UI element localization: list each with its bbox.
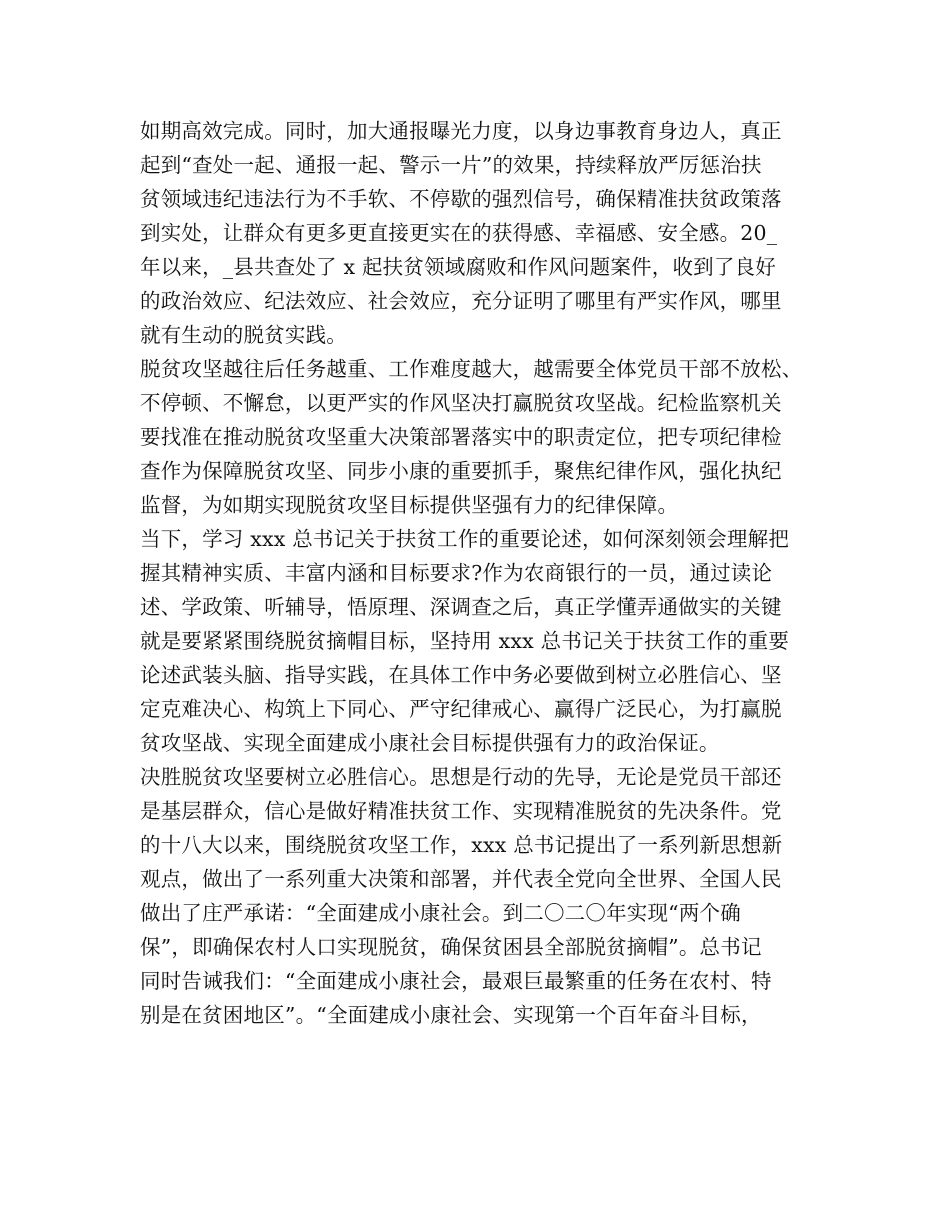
document-body <box>140 114 820 1032</box>
text-line: 如期高效完成。同时，加大通报曝光力度，以身边事教育身边人，真正 <box>140 119 782 143</box>
text-line: 述、学政策、听辅导，悟原理、深调查之后，真正学懂弄通做实的关键 <box>140 595 782 619</box>
text-line: 贫领域违纪违法行为不手软、不停歇的强烈信号，确保精准扶贫政策落 <box>140 187 782 211</box>
text-line: 起到“查处一起、通报一起、警示一片”的效果，持续释放严厉惩治扶 <box>140 153 762 177</box>
text-line: 的十八大以来，围绕脱贫攻坚工作，xxx 总书记提出了一系列新思想新 <box>140 833 783 857</box>
text-line: 的政治效应、纪法效应、社会效应，充分证明了哪里有严实作风，哪里 <box>140 289 782 313</box>
text-line: 贫攻坚战、实现全面建成小康社会目标提供强有力的政治保证。 <box>140 731 720 755</box>
text-line: 查作为保障脱贫攻坚、同步小康的重要抓手，聚焦纪律作风，强化执纪 <box>140 459 782 483</box>
text-line: 握其精神实质、丰富内涵和目标要求?作为农商银行的一员，通过读论 <box>140 561 773 585</box>
text-line: 监督，为如期实现脱贫攻坚目标提供坚强有力的纪律保障。 <box>140 493 679 517</box>
text-line: 定克难决心、构筑上下同心、严守纪律戒心、赢得广泛民心，为打赢脱 <box>140 697 782 721</box>
text-line: 观点，做出了一系列重大决策和部署，并代表全党向全世界、全国人民 <box>140 867 782 891</box>
text-line: 保”，即确保农村人口实现脱贫，确保贫困县全部脱贫摘帽”。总书记 <box>140 935 762 959</box>
text-line: 不停顿、不懈怠，以更严实的作风坚决打赢脱贫攻坚战。纪检监察机关 <box>140 391 782 415</box>
text-line: 做出了庄严承诺：“全面建成小康社会。到二〇二〇年实现“两个确 <box>140 901 741 925</box>
text-line: 同时告诫我们：“全面建成小康社会，最艰巨最繁重的任务在农村、特 <box>140 969 772 993</box>
text-line: 要找准在推动脱贫攻坚重大决策部署落实中的职责定位，把专项纪律检 <box>140 425 782 449</box>
text-line: 就是要紧紧围绕脱贫摘帽目标，坚持用 xxx 总书记关于扶贫工作的重要 <box>140 629 790 653</box>
text-line: 脱贫攻坚越往后任务越重、工作难度越大，越需要全体党员干部不放松、 <box>140 357 803 381</box>
text-line: 当下，学习 xxx 总书记关于扶贫工作的重要论述，如何深刻领会理解把 <box>140 527 790 551</box>
text-line: 别是在贫困地区”。“全面建成小康社会、实现第一个百年奋斗目标， <box>140 1003 762 1027</box>
text-line: 年以来，_县共查处了 x 起扶贫领域腐败和作风问题案件，收到了良好 <box>140 255 776 279</box>
text-line: 决胜脱贫攻坚要树立必胜信心。思想是行动的先导，无论是党员干部还 <box>140 765 782 789</box>
text-line: 是基层群众，信心是做好精准扶贫工作、实现精准脱贫的先决条件。党 <box>140 799 782 823</box>
text-line: 论述武装头脑、指导实践，在具体工作中务必要做到树立必胜信心、坚 <box>140 663 782 687</box>
text-line: 到实处，让群众有更多更直接更实在的获得感、幸福感、安全感。20_ <box>140 221 778 245</box>
text-line: 就有生动的脱贫实践。 <box>140 323 347 347</box>
